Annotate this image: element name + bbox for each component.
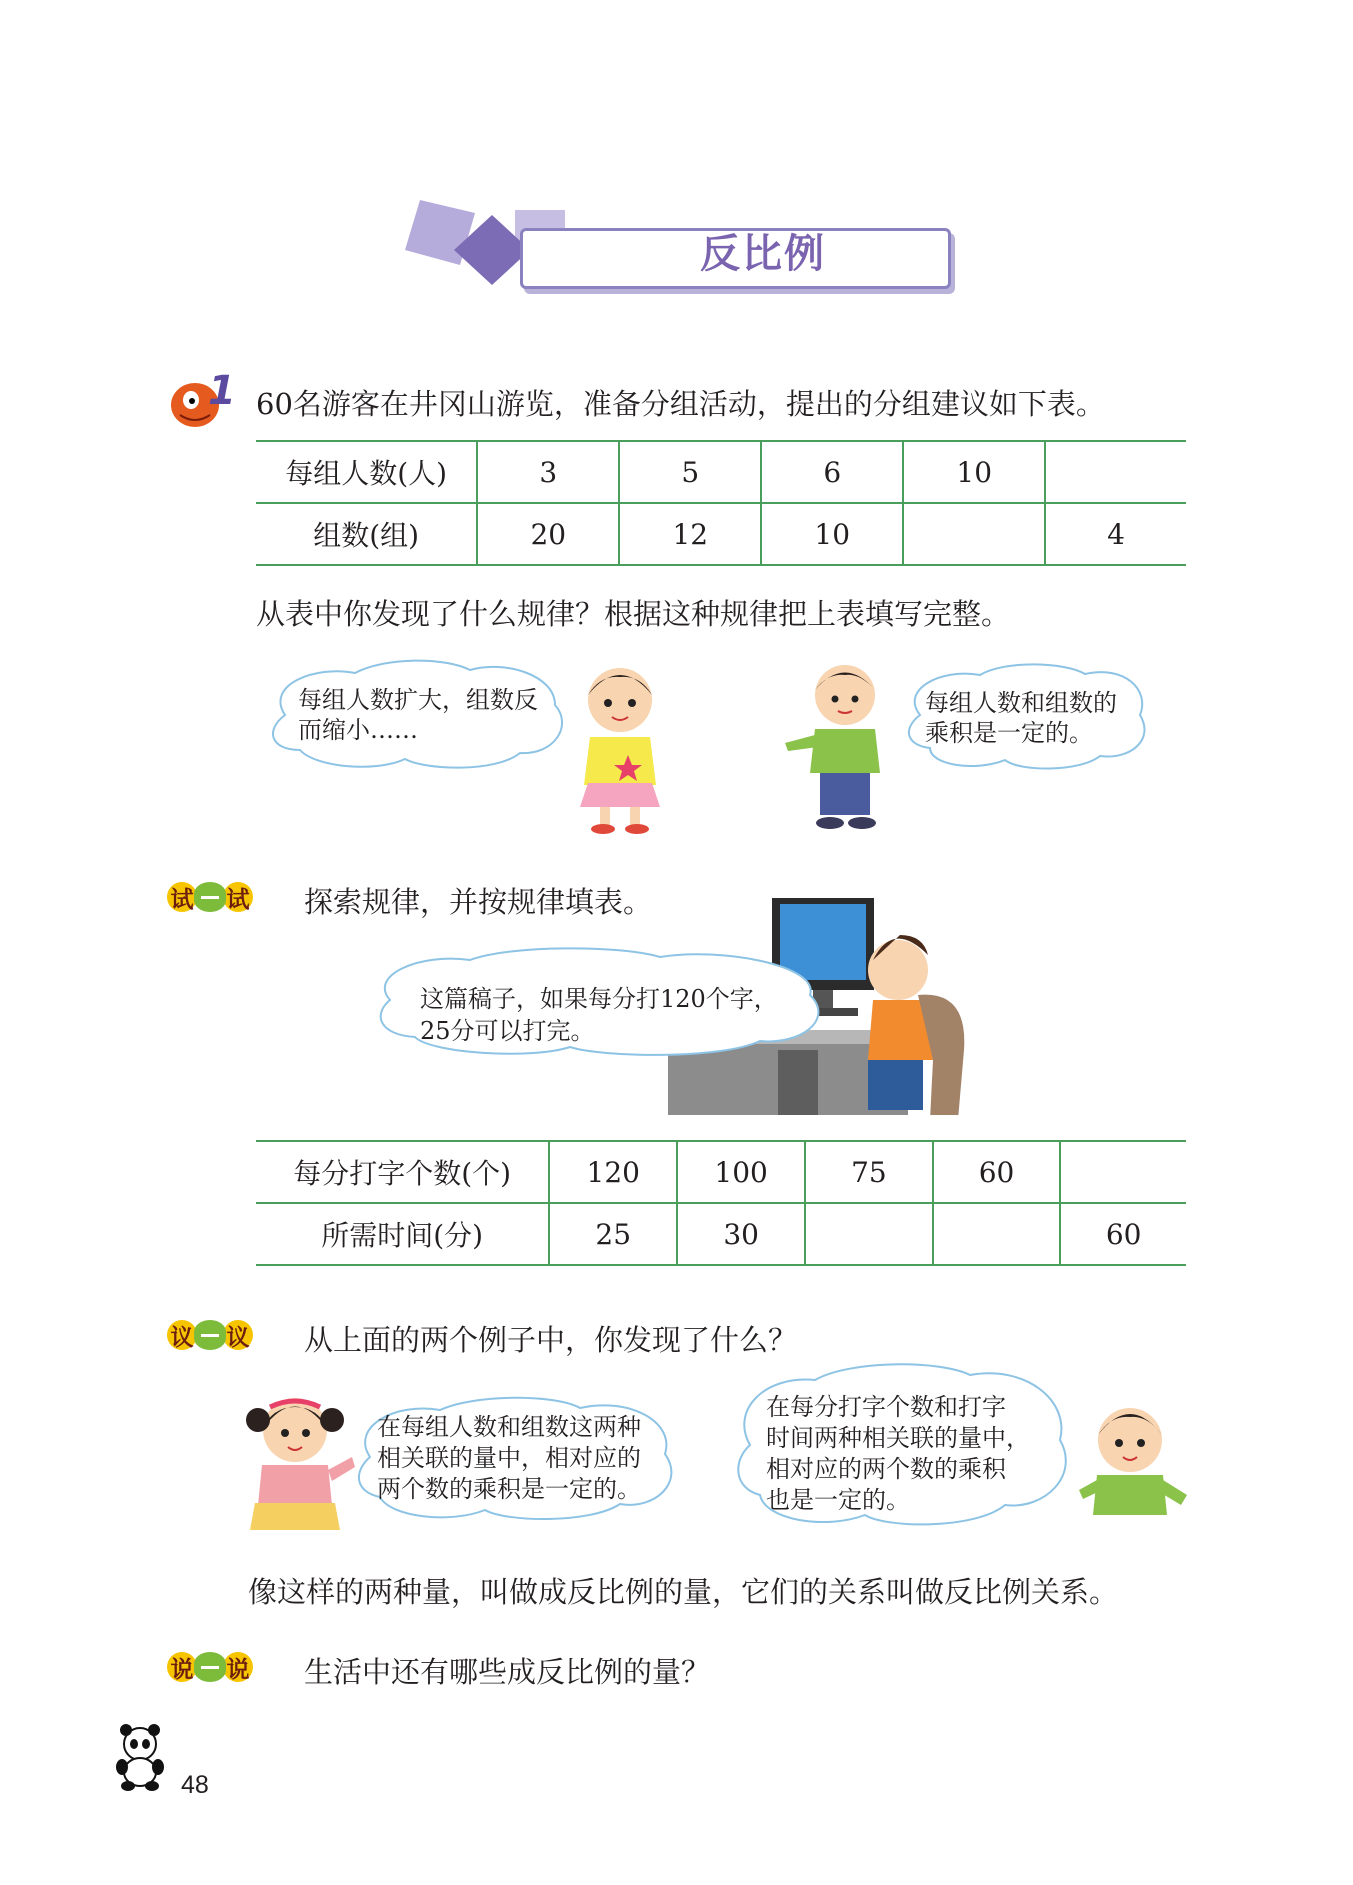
table-header-cell: 每组人数(人) <box>285 457 448 490</box>
boy-bubble-line: 每组人数和组数的 <box>925 689 1117 717</box>
page-number: 48 <box>181 1771 209 1799</box>
discuss-text: 从上面的两个例子中，你发现了什么？ <box>304 1323 798 1357</box>
boy-character-illustration <box>780 655 910 835</box>
table-cell: 4 <box>1045 503 1186 565</box>
table-header-cell: 每分打字个数(个) <box>293 1157 512 1190</box>
boy-character-illustration <box>1075 1395 1195 1535</box>
example-question: 从表中你发现了什么规律？根据这种规律把上表填写完整。 <box>256 597 1011 631</box>
discuss-girl-line: 在每组人数和组数这两种 <box>377 1413 641 1441</box>
table-cell: 5 <box>619 441 761 503</box>
table-row <box>256 1141 1186 1203</box>
badge-dash <box>194 1652 226 1682</box>
table-row <box>256 503 1186 565</box>
example-intro: 60名游客在井冈山游览，准备分组活动，提出的分组建议如下表。 <box>256 387 1105 421</box>
table-cell: 10 <box>903 441 1045 503</box>
table-cell: 3 <box>477 441 619 503</box>
girl-bubble-line: 而缩小…… <box>298 716 418 744</box>
panda-icon <box>110 1722 170 1792</box>
discuss-boy-line: 时间两种相关联的量中， <box>766 1424 1030 1452</box>
grouping-table <box>256 440 1186 566</box>
table-row <box>256 1203 1186 1265</box>
discuss-badge <box>167 1318 253 1352</box>
girl-bubble-line: 每组人数扩大，组数反 <box>298 686 538 714</box>
definition-text: 像这样的两种量，叫做成反比例的量，它们的关系叫做反比例关系。 <box>248 1575 1119 1609</box>
table-cell-blank[interactable] <box>805 1203 933 1265</box>
table-cell: 120 <box>549 1141 677 1203</box>
table-cell: 60 <box>933 1141 1061 1203</box>
table-cell: 20 <box>477 503 619 565</box>
table-header-cell: 所需时间(分) <box>321 1219 484 1252</box>
girl-character-illustration <box>240 1385 360 1535</box>
table-cell: 60 <box>1060 1203 1186 1265</box>
say-text: 生活中还有哪些成反比例的量？ <box>304 1655 711 1689</box>
badge-char: 议 <box>167 1320 197 1350</box>
table-cell-blank[interactable] <box>903 503 1045 565</box>
discuss-girl-line: 相关联的量中，相对应的 <box>377 1444 641 1472</box>
try-bubble-line: 这篇稿子，如果每分打120个字， <box>420 985 778 1013</box>
girl-character-illustration <box>560 655 680 835</box>
table-cell: 10 <box>761 503 903 565</box>
table-cell-blank[interactable] <box>1045 441 1186 503</box>
page-title: 反比例 <box>700 230 826 277</box>
badge-char: 议 <box>223 1320 253 1350</box>
say-badge <box>167 1650 253 1684</box>
table-cell: 75 <box>805 1141 933 1203</box>
badge-dash <box>194 882 226 912</box>
badge-char: 说 <box>223 1652 253 1682</box>
try-bubble-line: 25分可以打完。 <box>420 1017 595 1045</box>
example-number: 1 <box>208 368 236 414</box>
table-cell: 100 <box>677 1141 805 1203</box>
badge-char: 说 <box>167 1652 197 1682</box>
try-text: 探索规律，并按规律填表。 <box>304 885 653 919</box>
discuss-boy-line: 也是一定的。 <box>766 1486 910 1514</box>
discuss-girl-line: 两个数的乘积是一定的。 <box>377 1475 641 1503</box>
boy-bubble-line: 乘积是一定的。 <box>925 719 1093 747</box>
discuss-boy-line: 在每分打字个数和打字 <box>766 1393 1006 1421</box>
table-cell-blank[interactable] <box>1060 1141 1186 1203</box>
table-cell: 6 <box>761 441 903 503</box>
discuss-boy-line: 相对应的两个数的乘积 <box>766 1455 1006 1483</box>
table-header-cell: 组数(组) <box>313 519 420 552</box>
typing-table <box>256 1140 1186 1266</box>
badge-dash <box>194 1320 226 1350</box>
badge-char: 试 <box>167 882 197 912</box>
table-cell: 12 <box>619 503 761 565</box>
table-cell: 30 <box>677 1203 805 1265</box>
table-cell-blank[interactable] <box>933 1203 1061 1265</box>
table-cell: 25 <box>549 1203 677 1265</box>
try-badge <box>167 880 253 914</box>
badge-char: 试 <box>223 882 253 912</box>
table-row <box>256 441 1186 503</box>
